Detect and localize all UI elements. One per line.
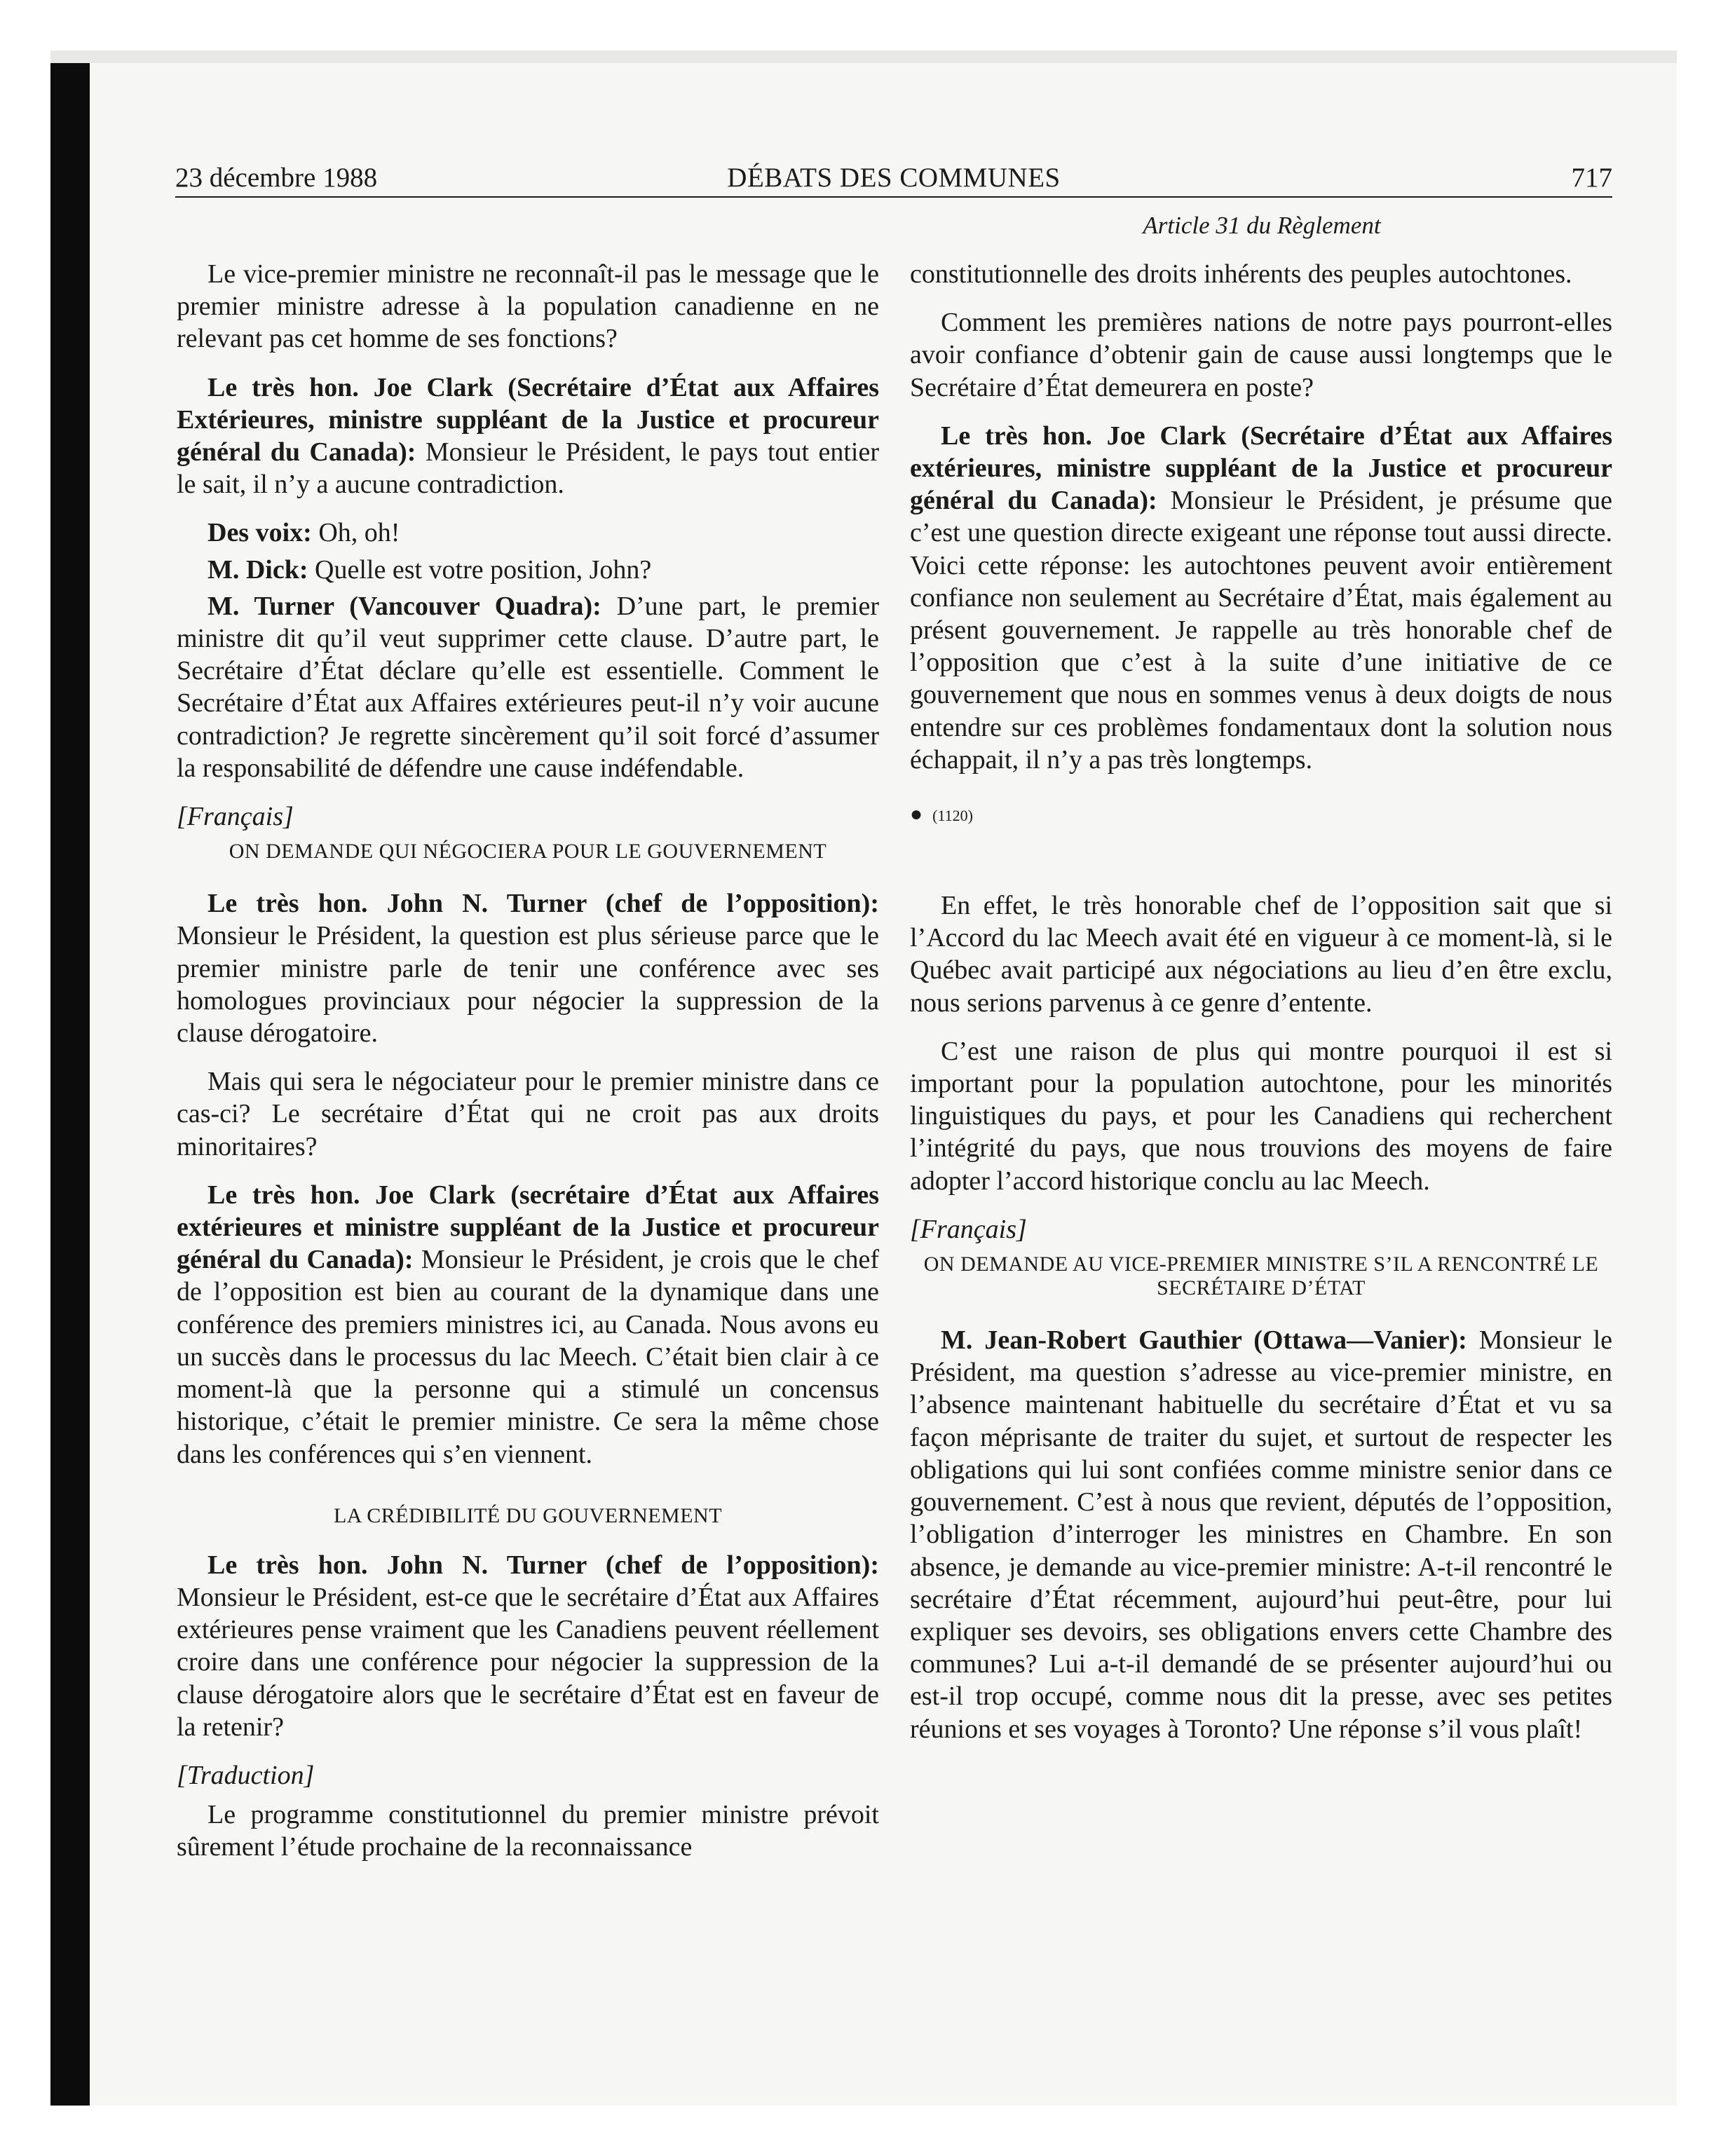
paragraph: Comment les premières nations de notre pays pourront-elles avoir confiance d’obtenir gain de cause aussi longtemps que le Secrétaire d’État demeurera en poste?	[910, 308, 1612, 402]
paragraph	[177, 887, 879, 1049]
speech-text: Monsieur le Président, la question est plus sérieuse parce que le premier ministre parle de tenir une conférence avec ses homologues provinciaux pour négocier la suppression de la clause dérogatoire.	[177, 921, 879, 1049]
speaker-name: Le très hon. Joe Clark (Secrétaire d’État aux Affaires extérieures, ministre suppléant de la Justice et procureur général du Canada):	[910, 421, 1612, 516]
scan-top-edge	[50, 50, 1677, 63]
speaker-name: Des voix:	[207, 518, 312, 548]
speech-text: Monsieur le Président, je crois que le chef de l’opposition est bien au courant de la dynamique dans une conférence des premiers ministres ici, au Canada. Nous avons eu un succès dans le processus du lac Meech. C’était bien clair à ce moment-là que la personne qui a stimulé un concensus historique, c’était le premier ministre. Ce sera la même chose dans les conférences qui s’en viennent.	[177, 1245, 879, 1469]
page-number: 717	[1571, 163, 1612, 193]
language-label: [Traduction]	[177, 1760, 315, 1790]
paragraph: Mais qui sera le négociateur pour le premier ministre dans ce cas-ci? Le secrétaire d’État qui ne croit pas aux droits minoritaires?	[177, 1067, 879, 1161]
speech-text: Oh, oh!	[311, 518, 400, 548]
time-marker-text: (1120)	[932, 807, 973, 825]
speaker-name: Le très hon. John N. Turner (chef de l’opposition):	[207, 1550, 879, 1580]
paragraph: Le vice-premier ministre ne reconnaît-il pas le message que le premier ministre adresse à la population canadienne en ne relevant pas cet homme de ses fonctions?	[177, 259, 879, 354]
speech-text: Monsieur le Président, je présume que c’est une question directe exigeant une réponse tout aussi directe. Voici cette réponse: les autochtones peuvent avoir entièrement confiance non seulement au Secrétaire d’État, mais également au présent gouvernement. Je rappelle au très honorable chef de l’opposition que c’est à la suite d’une initiative de ce gouvernement que nous en sommes venus à deux doigts de nous entendre sur ces problèmes fondamentaux dont la solution nous échappait, il n’y a pas très longtemps.	[910, 486, 1613, 775]
speech-text: Monsieur le Président, ma question s’adresse au vice-premier ministre, en l’absence maintenant habituelle du secrétaire d’État et vu sa façon méprisante de traiter du sujet, et surtout de respecter les obligations qui lui sont confiées comme ministre senior dans ce gouvernement. C’est à nous que revient, députés de l’opposition, l’obligation d’interroger les ministres en Chambre. En son absence, je demande au vice-premier ministre: A-t-il rencontré le secrétaire d’État récemment, aujourd’hui peut-être, pour lui expliquer ses devoirs, ses obligations envers cette Chambre des communes? Lui a-t-il demandé de se présenter aujourd’hui ou est-il trop occupé, comme nous dit la presse, avec ses petites réunions et ses voyages à Toronto? Une réponse s’il vous plaît!	[910, 1325, 1613, 1744]
speaker-name: M. Dick:	[207, 554, 308, 585]
speaker-name: M. Turner (Vancouver Quadra):	[207, 591, 601, 621]
right-column	[910, 258, 1612, 1761]
bullet-dot-icon: ●	[910, 803, 923, 826]
time-marker	[910, 804, 1612, 826]
speaker-name: Le très hon. Joe Clark (Secrétaire d’État aux Affaires Extérieures, ministre suppléant de la Justice et procureur général du Canada):	[177, 372, 879, 468]
running-header	[175, 158, 1612, 198]
section-heading: ON DEMANDE QUI NÉGOCIERA POUR LE GOUVERNEMENT	[229, 840, 827, 864]
paragraph	[177, 1549, 879, 1743]
header-title: DÉBATS DES COMMUNES	[727, 163, 1061, 193]
section-heading: LA CRÉDIBILITÉ DU GOUVERNEMENT	[333, 1503, 723, 1527]
paragraph: C’est une raison de plus qui montre pourquoi il est si important pour la population autochtone, pour les minorités linguistiques du pays, et pour les Canadiens qui recherchent l’intégrité du pays, que nous trouvions des moyens de faire adopter l’accord historique conclu au lac Meech.	[910, 1036, 1612, 1196]
speech-text: Monsieur le Président, est-ce que le secrétaire d’État aux Affaires extérieures pense vraiment que les Canadiens peuvent réellement croire dans une conférence pour négocier la suppression de la clause dérogatoire alors que le secrétaire d’État est en faveur de la retenir?	[177, 1582, 879, 1742]
paragraph	[177, 590, 879, 784]
paragraph: constitutionnelle des droits inhérents des peuples autochtones.	[910, 259, 1572, 289]
speech-text: D’une part, le premier ministre dit qu’il veut supprimer cette clause. D’autre part, le Secrétaire d’État déclare qu’elle est essentielle. Comment le Secrétaire d’État aux Affaires extérieures peut-il n’y voir aucune contradiction? Je regrette sincèrement qu’il soit forcé d’assumer la responsabilité de défendre une cause indéfendable.	[177, 591, 879, 783]
section-subheading: Article 31 du Règlement	[1143, 212, 1381, 239]
header-date: 23 décembre 1988	[175, 163, 378, 193]
language-label: [Français]	[177, 802, 294, 832]
speech-text: Monsieur le Président, le pays tout entier le sait, il n’y a aucune contradiction.	[177, 437, 879, 500]
speaker-name: Le très hon. John N. Turner (chef de l’opposition):	[207, 889, 879, 919]
speaker-name: Le très hon. Joe Clark (secrétaire d’État aux Affaires extérieures et ministre suppléant de la Justice et procureur général du Canada):	[177, 1180, 879, 1275]
section-heading: ON DEMANDE AU VICE-PREMIER MINISTRE S’IL A RENCONTRÉ LE SECRÉTAIRE D’ÉTAT	[923, 1253, 1599, 1300]
paragraph: Le programme constitutionnel du premier ministre prévoit sûrement l’étude prochaine de la reconnaissance	[177, 1800, 879, 1862]
language-label: [Français]	[910, 1214, 1027, 1244]
speech-text: Quelle est votre position, John?	[308, 554, 652, 585]
left-column	[177, 258, 879, 1880]
paragraph	[177, 371, 879, 501]
paragraph: En effet, le très honorable chef de l’opposition sait que si l’Accord du lac Meech avait été en vigueur à ce moment-là, si le Québec avait participé aux négociations au lieu d’en être exclu, nous serions parvenus à ce genre d’entente.	[910, 891, 1612, 1018]
paragraph	[177, 554, 879, 586]
paragraph	[177, 1179, 879, 1471]
speaker-name: M. Jean-Robert Gauthier (Ottawa—Vanier):	[941, 1325, 1467, 1356]
header-rule	[175, 196, 1612, 198]
scan-binding-edge	[50, 50, 90, 2106]
paragraph	[910, 1324, 1612, 1745]
paragraph	[177, 517, 879, 549]
paragraph	[910, 420, 1612, 776]
